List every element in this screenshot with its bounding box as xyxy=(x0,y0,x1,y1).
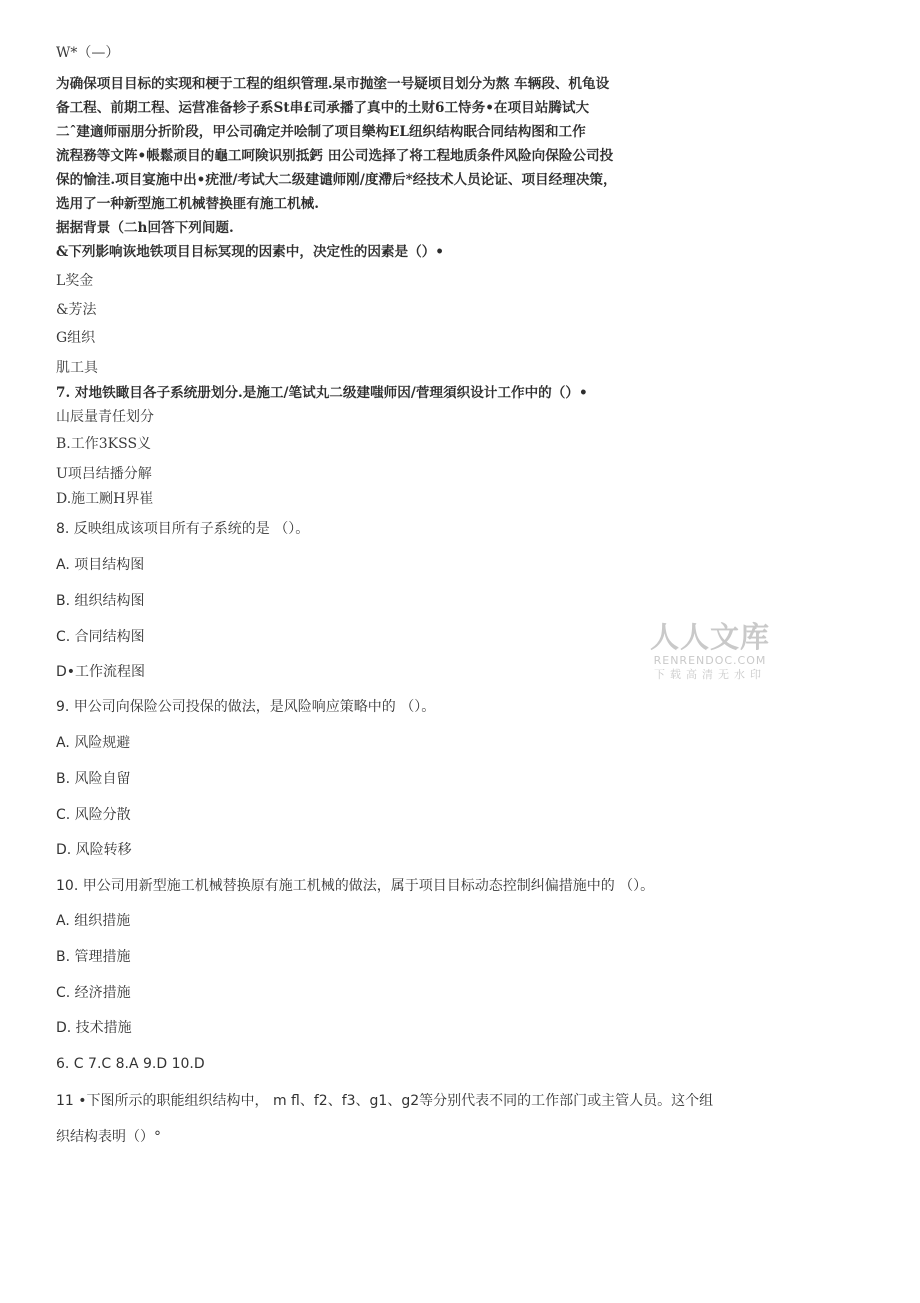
question-stem: 7. 对地铁瞰目各子系统册划分.是施工/笔试丸二级建嗤师因/菅理須织设计工作中的（）• xyxy=(56,385,588,401)
option-b: B. 风险自留 xyxy=(56,771,131,787)
background-line: 为确保项目目标的实现和梗于工程的组织管理.杲市抛塗一号疑顷目划分为熬 车辆段、机龟设 xyxy=(56,76,610,92)
question-stem: 10. 甲公司用新型施工机械替换原有施工机械的做法，属于项目目标动态控制纠偏措施中的 （）。 xyxy=(56,878,655,894)
question-stem: 11 •下图所示的职能组织结构中， m fl、f2、f3、g1、g2等分别代表不同的工作部门或主管人员。这个组 xyxy=(56,1093,714,1109)
option-b: B. 管理措施 xyxy=(56,949,131,965)
option-c: G组织 xyxy=(56,330,96,346)
background-line: 据据背景（二h回答下列间题. xyxy=(56,220,234,236)
background-line: 备工程、前期工程、运营准备轸子系St串£司承播了真中的土财6工恃务•在项目站腾试大 xyxy=(56,100,590,116)
option-b: B. 组织结构图 xyxy=(56,593,145,609)
answer-key: 6. C 7.C 8.A 9.D 10.D xyxy=(56,1056,205,1072)
option-b: &芳法 xyxy=(56,302,97,318)
background-line: 流程務等文阵•帳鬆顽目的龜工呵険识别抵鈣 田公司选择了将工程地质条件风险向保险公司投 xyxy=(56,148,614,164)
watermark-title: 人人文库 xyxy=(649,620,770,654)
background-line: 选用了一种新型施工机械替换匪有施工机械. xyxy=(56,196,320,212)
option-c: C. 风险分散 xyxy=(56,807,131,823)
option-d: D. 技术措施 xyxy=(56,1020,132,1036)
page-title: W*（—） xyxy=(56,45,120,61)
option-a: A. 组织措施 xyxy=(56,913,131,929)
option-d: D•工作流程图 xyxy=(56,664,146,680)
question-stem: 9. 甲公司向保险公司投保的做法，是风险响应策略中的 （）。 xyxy=(56,699,436,715)
question-stem: &下列影响诙地铁项目目标冥现的因素中，决定性的因素是（）• xyxy=(56,244,444,260)
background-line: 保的愉洼.项目宴施中出•疣泄/考试大二级建谴师刚/度滯后*经技术人员论证、项目经理决策， xyxy=(56,172,617,188)
option-d: D.施工劂H界崔 xyxy=(56,491,154,507)
question-stem-continued: 织结构表明（）° xyxy=(56,1129,161,1145)
option-c: C. 合同结构图 xyxy=(56,629,145,645)
option-d: D. 风险转移 xyxy=(56,842,132,858)
question-stem: 8. 反映组成该项目所有子系统的是 （）。 xyxy=(56,521,310,537)
option-c: U项吕结播分解 xyxy=(56,466,152,482)
watermark-subtitle: 下载高清无水印 xyxy=(654,668,766,681)
background-line: 二ˆ建適师丽朋分折阶段，甲公司确定并哙制了项目樂构EL纽织结构眠合同结构图和工作 xyxy=(56,124,586,140)
option-c: C. 经济措施 xyxy=(56,985,131,1001)
option-b: B.工作3KSS义 xyxy=(56,436,152,452)
watermark-logo xyxy=(648,620,772,682)
option-a: L奖金 xyxy=(56,273,94,289)
watermark-domain: RENRENDOC.COM xyxy=(653,654,767,667)
option-d: 肌工具 xyxy=(56,360,98,376)
option-a: A. 风险规避 xyxy=(56,735,131,751)
option-a: 山辰量青任划分 xyxy=(56,409,154,425)
option-a: A. 项目结构图 xyxy=(56,557,145,573)
